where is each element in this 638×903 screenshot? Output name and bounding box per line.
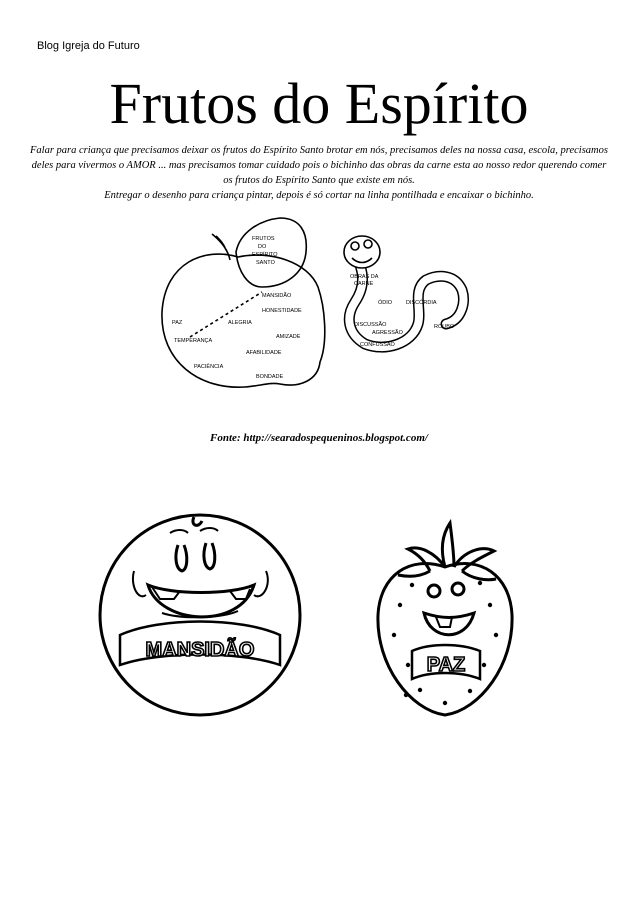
worm-label-1: OBRAS DA [350,274,379,280]
apple-stem [212,234,230,260]
worm-label-2: CARNE [354,281,374,287]
apple-word-afabilidade: AFABILIDADE [246,350,282,356]
apple-and-worm-drawing [150,212,490,402]
strawberry-eye-right [452,583,464,595]
apple-word-paz: PAZ [172,320,183,326]
strawberry-leaves [398,523,496,580]
intro-text [30,143,608,203]
strawberry-label [412,645,480,679]
worm-word-agressao: AGRESSÃO [372,330,403,336]
worm-word-roubo: ROUBO [434,324,455,330]
apple-word-mansidao: MANSIDÃO [262,293,292,299]
strawberry-eye-left [428,585,440,597]
intro-paragraph-1: Falar para criança que precisamos deixar os frutos do Espírito Santo brotar em nós, precisamos deles na nossa casa, escola, precisamos deles para vivermos o AMOR ... mas precisamos tomar cuidado pois o bichinho das obras da carne esta ao nosso redor querendo comer os frutos do Espírito Santo que existe em nós. [30,145,608,186]
dashed-cut-line [190,292,262,337]
source-caption: Fonte: http://searadospequeninos.blogspot.com/ [210,432,428,444]
blog-name: Blog Igreja do Futuro [37,40,140,52]
worm-word-confussao: CONFUSSÃO [360,342,395,348]
strawberry-word: PAZ [426,654,466,676]
orange-stem [193,517,202,525]
intro-paragraph-2: Entregar o desenho para criança pintar, depois é só cortar na linha pontilhada e encaixar o bichinho. [104,190,534,201]
worm-word-odio: ÓDIO [378,300,393,306]
apple-word-temperanca: TEMPERANÇA [174,338,213,344]
apple-word-amizade: AMIZADE [276,334,301,340]
worm-word-discussao: DISCUSSÃO [354,322,387,328]
orange-eye-left [176,545,187,571]
apple-word-alegria: ALEGRIA [228,320,252,326]
strawberry-outline [378,564,512,715]
apple-word-paciencia: PACIÊNCIA [194,364,224,370]
page-title: Frutos do Espírito [109,71,529,136]
apple-word-honestidade: HONESTIDADE [262,308,302,314]
worm-word-discordia: DISCÓRDIA [406,300,437,306]
orange-outline [100,515,300,715]
leaf-text-2: DO [258,244,267,250]
orange-eyebrows [170,528,218,533]
orange-eye-right [204,543,215,569]
orange-label [120,622,280,666]
leaf-text-3: ESPÍRITO [252,252,278,258]
leaf-text-4: SANTO [256,260,275,266]
fruits-coloring-drawing [90,505,530,735]
orange-word: MANSIDÃO [145,639,255,661]
leaf-text-1: FRUTOS [252,236,275,242]
strawberry-mouth [424,613,474,635]
orange-mouth [148,585,254,617]
apple-word-bondade: BONDADE [256,374,284,380]
